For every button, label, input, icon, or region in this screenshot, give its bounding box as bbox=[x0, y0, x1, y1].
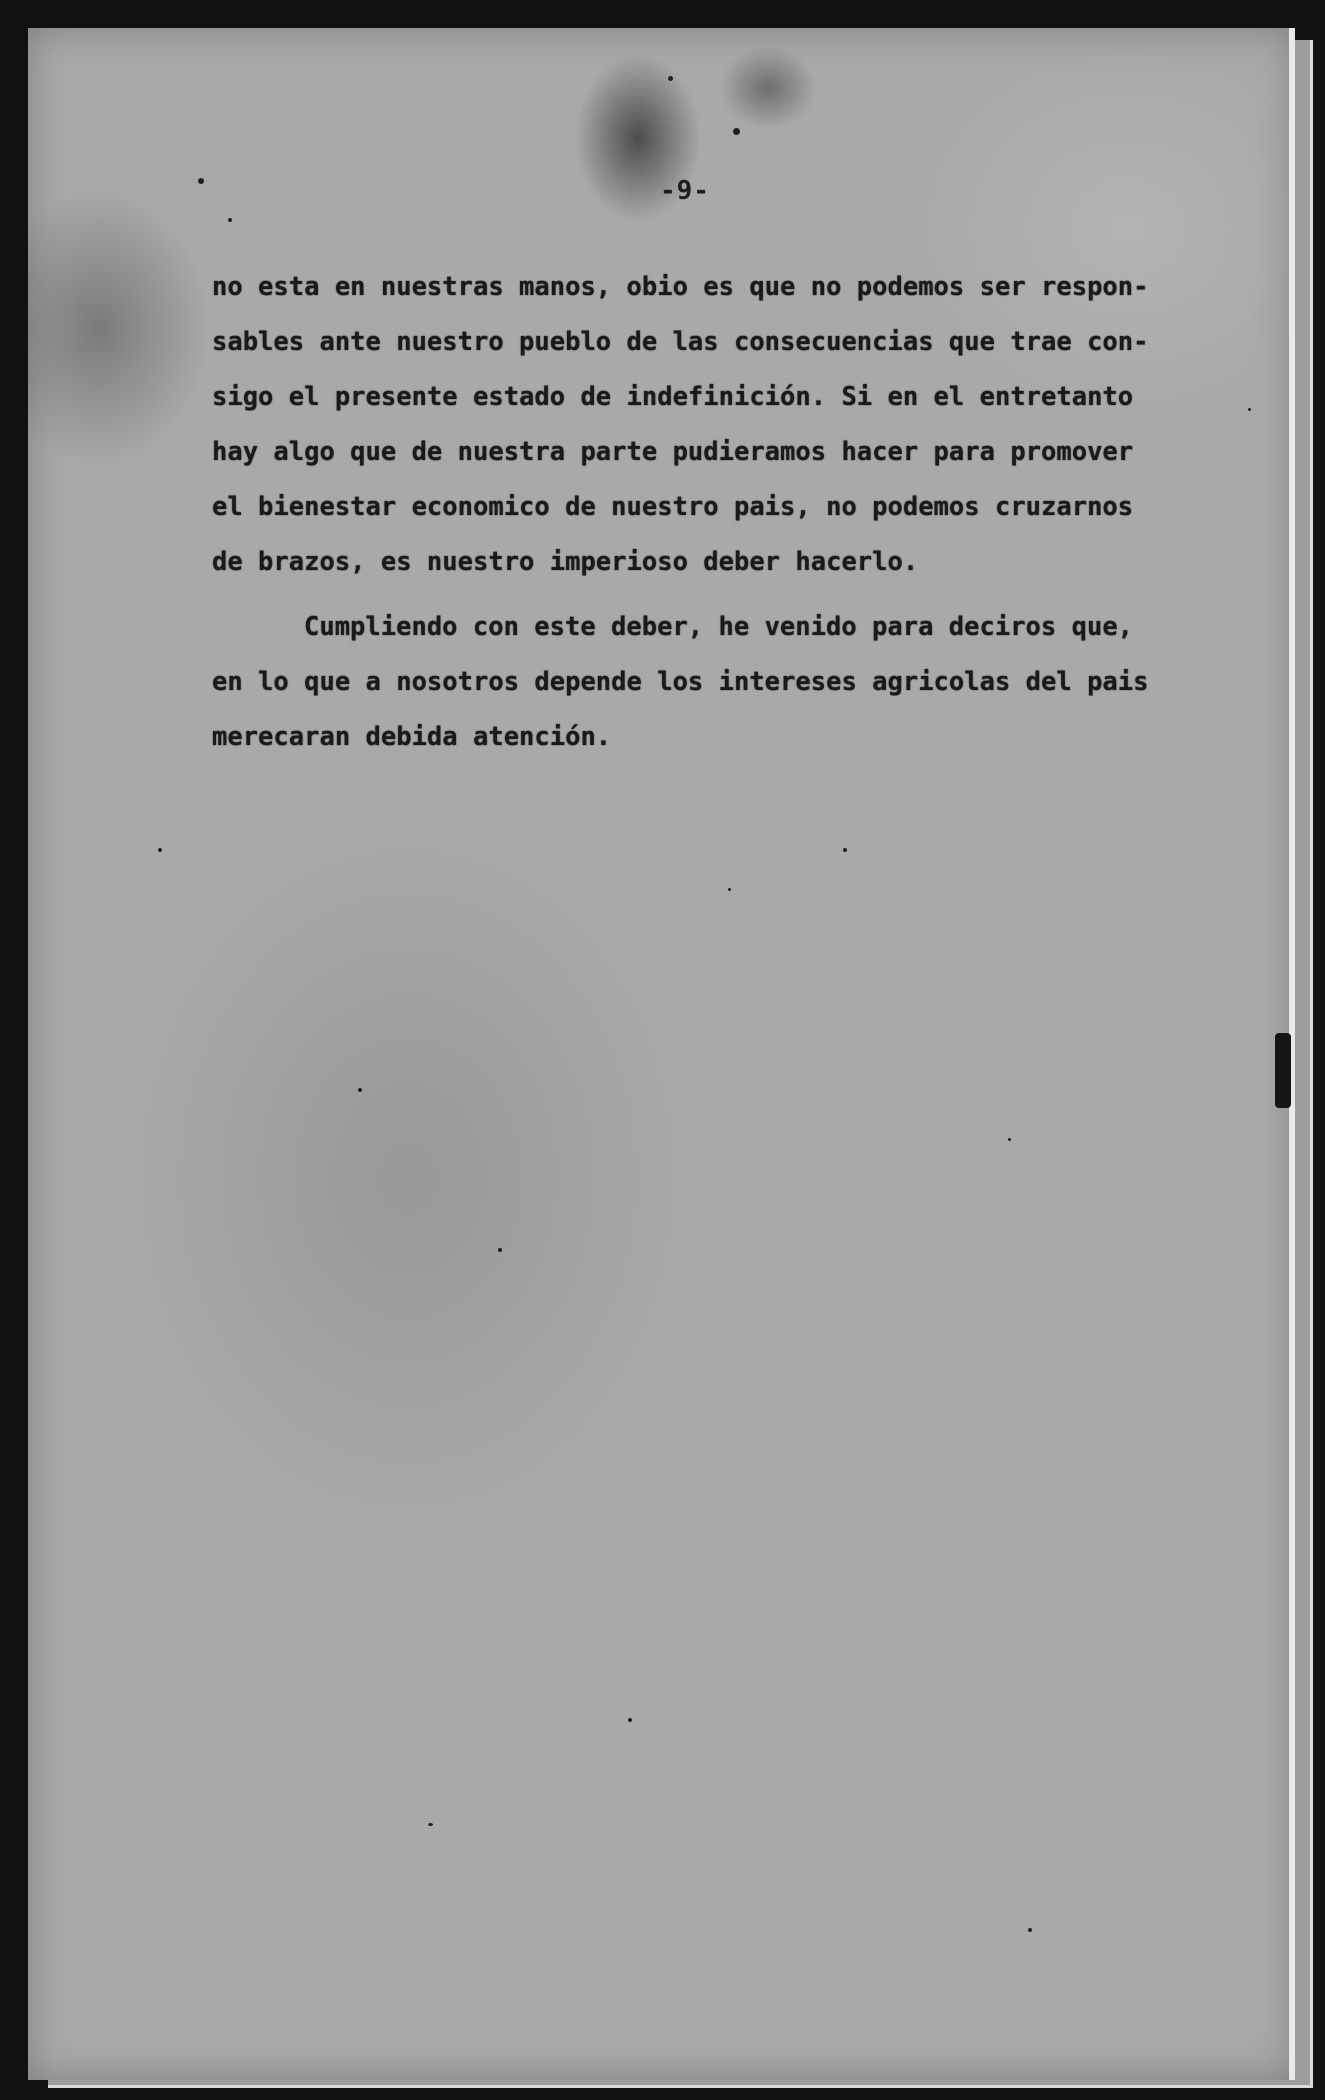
text-line: de brazos, es nuestro imperioso deber hacerlo. bbox=[212, 547, 919, 577]
paragraph-gap bbox=[212, 590, 1212, 600]
body-text bbox=[212, 260, 1212, 765]
scan-speck bbox=[1248, 408, 1251, 411]
scan-speck bbox=[498, 1248, 502, 1252]
paragraph-2 bbox=[212, 600, 1212, 765]
scan-speck bbox=[668, 76, 673, 81]
text-line: el bienestar economico de nuestro pais, no podemos cruzarnos bbox=[212, 492, 1134, 522]
scan-speck bbox=[728, 888, 731, 891]
torn-edge-mark bbox=[1275, 1033, 1291, 1108]
scan-speck bbox=[628, 1718, 632, 1722]
text-line: no esta en nuestras manos, obio es que no podemos ser respon- bbox=[212, 272, 1149, 302]
paragraph-1 bbox=[212, 260, 1212, 590]
scan-speck bbox=[428, 1823, 433, 1826]
scan-speck bbox=[358, 1088, 362, 1092]
text-line: merecaran debida atención. bbox=[212, 722, 612, 752]
scan-speck bbox=[198, 178, 204, 184]
scan-speck bbox=[228, 218, 232, 222]
scan-speck bbox=[843, 848, 847, 852]
text-line: hay algo que de nuestra parte pudieramos hacer para promover bbox=[212, 437, 1134, 467]
text-line: en lo que a nosotros depende los intereses agricolas del pais bbox=[212, 667, 1149, 697]
page-number: -9- bbox=[660, 176, 710, 206]
scan-speck bbox=[158, 848, 162, 852]
scan-speck bbox=[733, 128, 740, 135]
text-line: sables ante nuestro pueblo de las consecuencias que trae con- bbox=[212, 327, 1149, 357]
document-page bbox=[28, 28, 1295, 2080]
text-line: sigo el presente estado de indefinición. Si en el entretanto bbox=[212, 382, 1134, 412]
scan-speck bbox=[1008, 1138, 1011, 1141]
text-line: Cumpliendo con este deber, he venido para deciros que, bbox=[304, 612, 1134, 642]
scan-speck bbox=[1028, 1928, 1032, 1932]
